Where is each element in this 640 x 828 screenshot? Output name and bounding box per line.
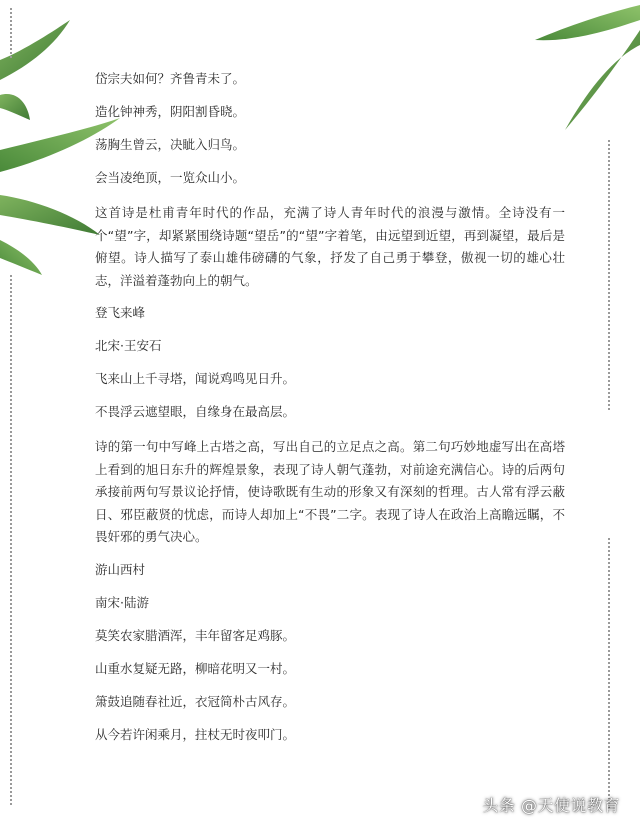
poem3-line-4: 从今若许闲乘月，拄杖无时夜叩门。 — [95, 726, 296, 742]
poem1-line-3: 荡胸生曾云，决眦入归鸟。 — [95, 137, 246, 152]
document-content — [95, 70, 565, 759]
poem2-line-2: 不畏浮云遮望眼，自缘身在最高层。 — [95, 404, 296, 419]
poem2-commentary: 诗的第一句中写峰上古塔之高，写出自己的立足点之高。第二句巧妙地虚写出在高塔上看到的旭日东升的辉煌景象，表现了诗人朝气蓬勃，对前途充满信心。诗的后两句承接前两句写景议论抒情，使诗歌既有生动的形象又有深刻的哲理。古人常有浮云蔽日、邪臣蔽贤的忧虑，而诗人却加上“不畏”二字。表现了诗人在政治上高瞻远瞩，不畏奸邪的勇气决心。 — [95, 439, 565, 544]
dotted-line-left — [10, 275, 12, 805]
poem1-line-1: 岱宗夫如何？齐鲁青未了。 — [95, 71, 246, 86]
dotted-line-right-bottom — [608, 538, 610, 808]
leaf-left-4 — [0, 195, 100, 235]
poem1-line-4: 会当凌绝顶，一览众山小。 — [95, 170, 246, 185]
poem3-line-3: 箫鼓追随春社近，衣冠简朴古风存。 — [95, 693, 296, 709]
poem3-line-2: 山重水复疑无路，柳暗花明又一村。 — [95, 660, 296, 676]
leaf-left-2 — [0, 94, 30, 120]
watermark: 头条 @天使说教育 — [482, 796, 620, 815]
leaf-left-5 — [0, 240, 42, 275]
poem2-line-1: 飞来山上千寻塔，闻说鸡鸣见日升。 — [95, 371, 296, 386]
poem2-title: 登飞来峰 — [95, 305, 146, 320]
poem3-line-1: 莫笑农家腊酒浑，丰年留客足鸡豚。 — [95, 627, 296, 643]
leaf-right-2 — [565, 30, 640, 130]
poem1-line-2: 造化钟神秀，阴阳割昏晓。 — [95, 104, 246, 119]
poem3-author: 南宋·陆游 — [95, 594, 149, 610]
dotted-line-right-top — [608, 140, 610, 410]
poem3-title: 游山西村 — [95, 561, 146, 577]
poem2-author: 北宋·王安石 — [95, 338, 162, 353]
dotted-line-left-top — [10, 8, 12, 58]
leaf-right-1 — [535, 5, 640, 40]
poem1-commentary: 这首诗是杜甫青年时代的作品，充满了诗人青年时代的浪漫与激情。全诗没有一个“望”字，却紧紧围绕诗题“望岳”的“望”字着笔，由远望到近望，再到凝望，最后是俯望。诗人描写了泰山雄伟磅礴的气象，抒发了自己勇于攀登，傲视一切的雄心壮志，洋溢着蓬勃向上的朝气。 — [95, 205, 565, 288]
